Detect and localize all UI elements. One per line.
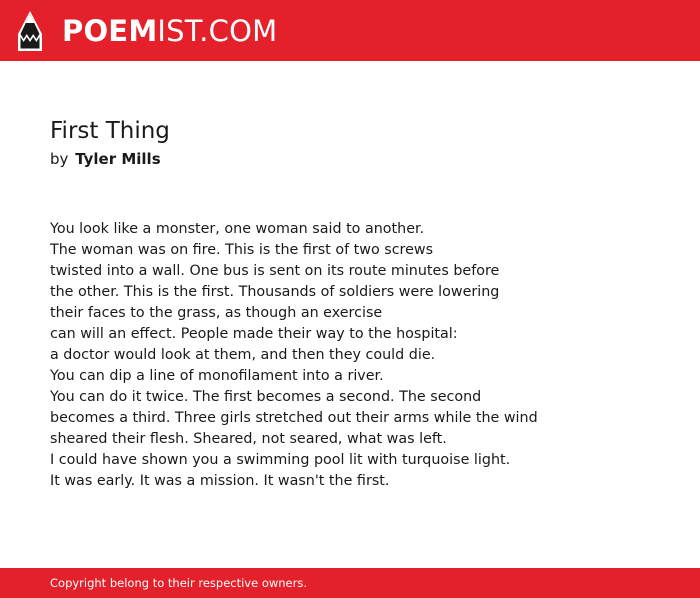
poem-title: First Thing — [50, 118, 170, 144]
author-link[interactable]: Tyler Mills — [75, 150, 161, 168]
site-logo-text — [62, 9, 277, 53]
poem-line: The woman was on fire. This is the first of two screws — [50, 242, 434, 258]
poem-line: You can do it twice. The first becomes a second. The second — [50, 389, 482, 405]
site-logo-link[interactable] — [17, 9, 277, 53]
poem-line: It was early. It was a mission. It wasn't the first. — [50, 473, 390, 489]
poem-line: becomes a third. Three girls stretched out their arms while the wind — [50, 410, 538, 426]
by-label: by — [50, 150, 69, 168]
poem-line: sheared their flesh. Sheared, not seared, what was left. — [50, 431, 447, 447]
poem-line: can will an effect. People made their way to the hospital: — [50, 326, 458, 342]
poem-line: a doctor would look at them, and then they could die. — [50, 347, 436, 363]
poem-body — [50, 219, 650, 492]
site-header — [0, 0, 700, 61]
poem-line: I could have shown you a swimming pool lit with turquoise light. — [50, 452, 511, 468]
copyright-text: Copyright belong to their respective owners. — [50, 576, 308, 590]
pencil-icon — [17, 10, 43, 52]
poem-byline — [50, 148, 161, 170]
poem-line: You can dip a line of monofilament into a river. — [50, 368, 384, 384]
site-footer — [0, 568, 700, 598]
poem-line: the other. This is the first. Thousands of soldiers were lowering — [50, 284, 500, 300]
logo-text-bold: POEM — [62, 14, 158, 48]
poem-line: twisted into a wall. One bus is sent on its route minutes before — [50, 263, 500, 279]
logo-text-light: IST.COM — [157, 14, 278, 48]
poem-line: You look like a monster, one woman said to another. — [50, 221, 425, 237]
poem-line: their faces to the grass, as though an exercise — [50, 305, 383, 321]
